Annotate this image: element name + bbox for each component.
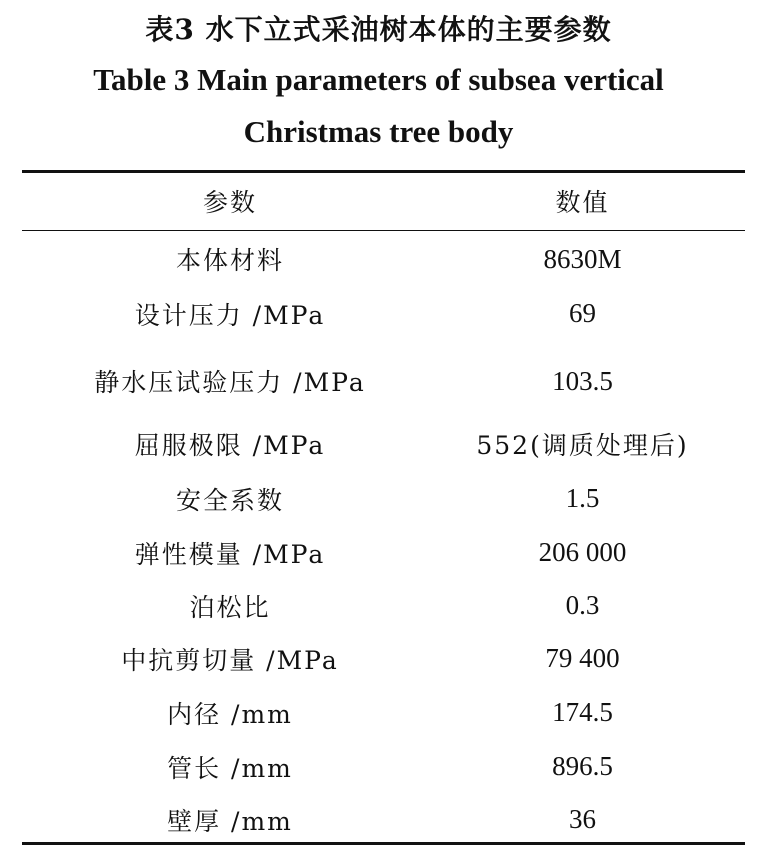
table-title-english-line-2: Christmas tree body bbox=[243, 114, 514, 149]
row-yield-limit-parameter: 屈服极限 /MPa bbox=[134, 431, 326, 460]
row-elastic-modulus-parameter: 弹性模量 /MPa bbox=[134, 540, 326, 569]
row-pipe-length-parameter: 管长 /mm bbox=[167, 754, 293, 783]
row-inner-diameter-parameter: 内径 /mm bbox=[167, 700, 293, 729]
row-elastic-modulus-value: 206 000 bbox=[538, 537, 627, 567]
table-top-rule bbox=[22, 170, 745, 173]
row-design-pressure-parameter: 设计压力 /MPa bbox=[134, 301, 326, 330]
row-hydrostatic-test-pressure-parameter: 静水压试验压力 /MPa bbox=[94, 368, 366, 397]
row-poisson-ratio-value: 0.3 bbox=[565, 590, 600, 620]
row-yield-limit-value: 552(调质处理后) bbox=[476, 431, 689, 460]
row-shear-modulus-value: 79 400 bbox=[545, 643, 620, 673]
table-header-rule bbox=[22, 230, 745, 231]
row-poisson-ratio-parameter: 泊松比 bbox=[189, 593, 271, 622]
header-value: 数值 bbox=[555, 188, 610, 217]
row-hydrostatic-test-pressure-value: 103.5 bbox=[552, 366, 613, 396]
row-safety-factor-value: 1.5 bbox=[565, 483, 600, 513]
row-material-value: 8630M bbox=[543, 244, 622, 274]
row-material-parameter: 本体材料 bbox=[175, 246, 284, 275]
row-pipe-length-value: 896.5 bbox=[552, 751, 613, 781]
table-title-english-line-1: Table 3 Main parameters of subsea vertical bbox=[93, 62, 664, 97]
header-parameter: 参数 bbox=[202, 188, 257, 217]
row-wall-thickness-parameter: 壁厚 /mm bbox=[167, 807, 293, 836]
row-inner-diameter-value: 174.5 bbox=[552, 697, 613, 727]
table-bottom-rule bbox=[22, 842, 745, 845]
table-title-chinese: 表3 水下立式采油树本体的主要参数 bbox=[145, 13, 612, 46]
row-shear-modulus-parameter: 中抗剪切量 /MPa bbox=[121, 646, 339, 675]
row-wall-thickness-value: 36 bbox=[569, 804, 596, 834]
row-design-pressure-value: 69 bbox=[569, 298, 596, 328]
row-safety-factor-parameter: 安全系数 bbox=[175, 486, 284, 515]
